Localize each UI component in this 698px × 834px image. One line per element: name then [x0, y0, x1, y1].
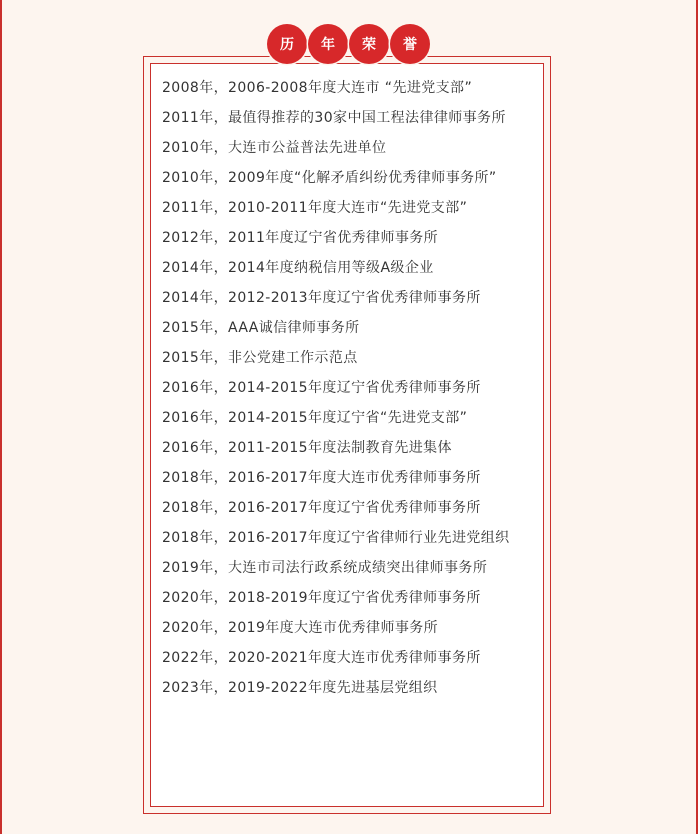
honor-item: 2010年，2009年度“化解矛盾纠纷优秀律师事务所”: [162, 170, 497, 186]
honor-item: 2020年，2018-2019年度辽宁省优秀律师事务所: [162, 590, 481, 606]
honor-item: 2020年，2019年度大连市优秀律师事务所: [162, 620, 439, 636]
title-char-circle: 历: [267, 24, 307, 64]
honor-item: 2008年，2006-2008年度大连市 “先进党支部”: [162, 80, 473, 96]
honor-item: 2014年，2012-2013年度辽宁省优秀律师事务所: [162, 290, 481, 306]
honor-item: 2016年，2014-2015年度辽宁省优秀律师事务所: [162, 380, 481, 396]
honor-item: 2011年，2010-2011年度大连市“先进党支部”: [162, 200, 468, 216]
honor-item: 2010年，大连市公益普法先进单位: [162, 140, 387, 156]
honor-item: 2015年，AAA诚信律师事务所: [162, 320, 360, 336]
honor-item: 2015年，非公党建工作示范点: [162, 350, 358, 366]
section-title: [267, 24, 430, 64]
honor-item: 2019年，大连市司法行政系统成绩突出律师事务所: [162, 560, 488, 576]
title-char-circle: 誉: [390, 24, 430, 64]
honor-item: 2023年，2019-2022年度先进基层党组织: [162, 680, 438, 696]
honor-item: 2022年，2020-2021年度大连市优秀律师事务所: [162, 650, 481, 666]
honor-item: 2012年，2011年度辽宁省优秀律师事务所: [162, 230, 439, 246]
honor-item: 2014年，2014年度纳税信用等级A级企业: [162, 260, 434, 276]
honor-item: 2018年，2016-2017年度大连市优秀律师事务所: [162, 470, 481, 486]
honor-list: [162, 73, 536, 703]
honor-item: 2018年，2016-2017年度辽宁省优秀律师事务所: [162, 500, 481, 516]
left-border-line: [0, 0, 2, 834]
honor-item: 2011年，最值得推荐的30家中国工程法律律师事务所: [162, 110, 506, 126]
honor-item: 2016年，2014-2015年度辽宁省“先进党支部”: [162, 410, 468, 426]
honor-item: 2016年，2011-2015年度法制教育先进集体: [162, 440, 452, 456]
title-char-circle: 荣: [349, 24, 389, 64]
title-char-circle: 年: [308, 24, 348, 64]
honor-item: 2018年，2016-2017年度辽宁省律师行业先进党组织: [162, 530, 510, 546]
